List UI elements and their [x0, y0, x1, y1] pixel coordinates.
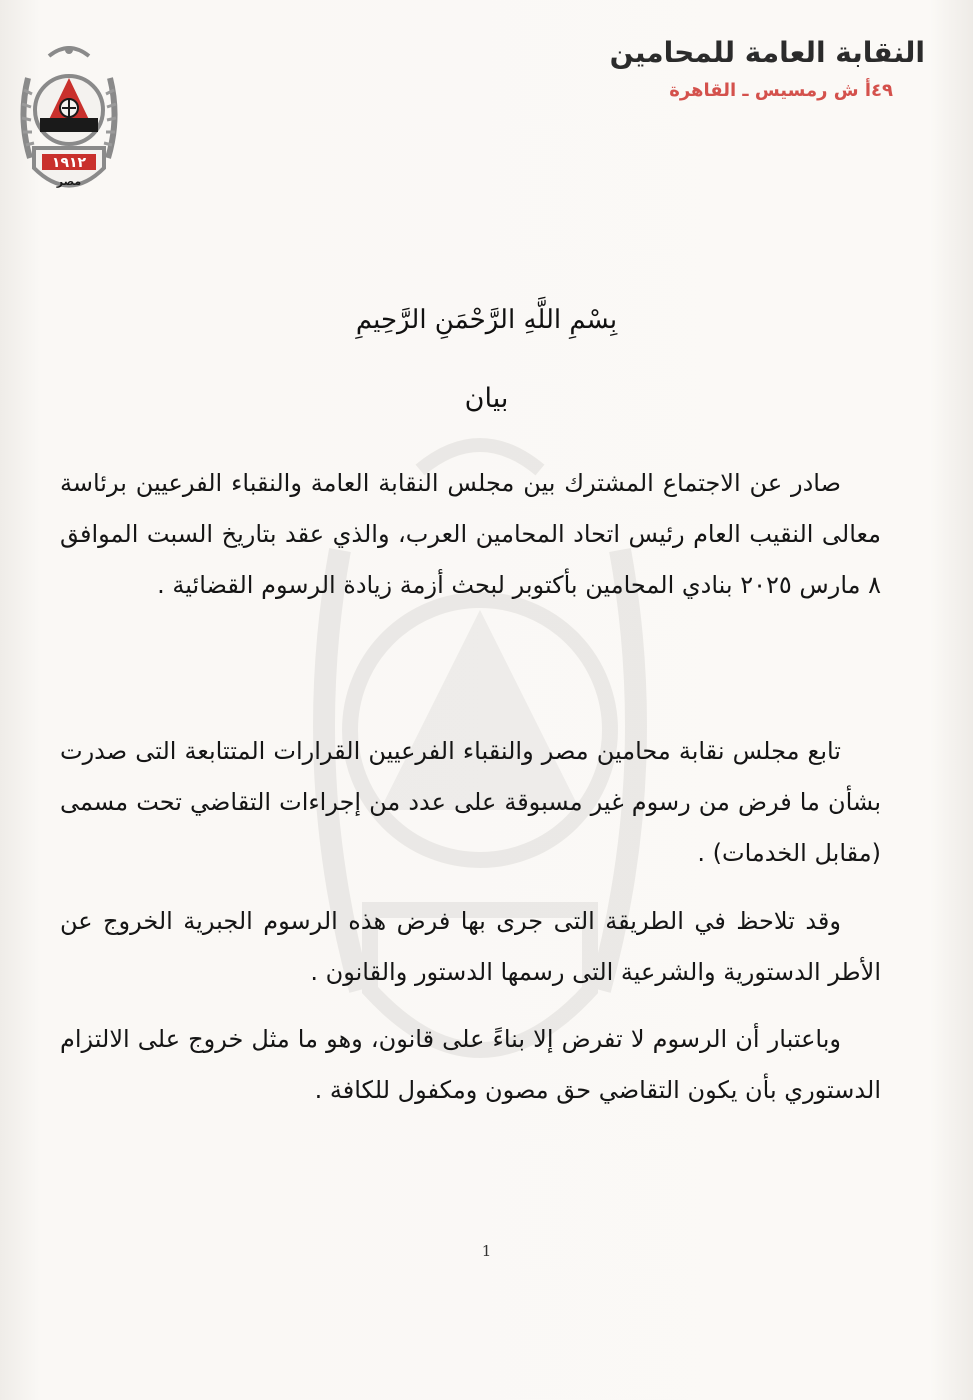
statement-title: بيان	[464, 383, 509, 414]
paragraph-2	[60, 726, 881, 879]
basmala: بِسْمِ اللَّهِ الرَّحْمَنِ الرَّحِيمِ	[355, 305, 618, 335]
logo-country: مصر	[56, 175, 82, 188]
organization-address: ٤٩أ ش رمسيس ـ القاهرة	[669, 80, 893, 101]
paragraph-4-text: وباعتبار أن الرسوم لا تفرض إلا بناءً على قانون، وهو ما مثل خروج على الالتزام الدستوري بأن يكون التقاضي حق مصون ومكفول للكافة .	[60, 1025, 881, 1104]
paragraph-2-text: تابع مجلس نقابة محامين مصر والنقباء الفرعيين القرارات المتتابعة التى صدرت بشأن ما فرض من رسوم غير مسبوقة على عدد من إجراءات التقاضي تحت مسمى (مقابل الخدمات) .	[60, 737, 881, 867]
paragraph-1	[60, 458, 881, 611]
organization-name: النقابة العامة للمحامين	[609, 36, 925, 69]
paragraph-4	[60, 1014, 881, 1116]
syndicate-logo	[14, 38, 124, 208]
paragraph-3-text: وقد تلاحظ في الطريقة التى جرى بها فرض هذه الرسوم الجبرية الخروج عن الأطر الدستورية والشرعية التى رسمها الدستور والقانون .	[60, 907, 881, 986]
logo-year: ١٩١٢	[51, 155, 87, 171]
paragraph-1-text: صادر عن الاجتماع المشترك بين مجلس النقابة العامة والنقباء الفرعيين برئاسة معالى النقيب العام رئيس اتحاد المحامين العرب، والذي عقد بتاريخ السبت الموافق ٨ مارس ٢٠٢٥ بنادي المحامين بأكتوبر لبحث أزمة زيادة الرسوم القضائية .	[60, 469, 881, 599]
paragraph-3	[60, 896, 881, 998]
page-number: 1	[481, 1242, 492, 1260]
